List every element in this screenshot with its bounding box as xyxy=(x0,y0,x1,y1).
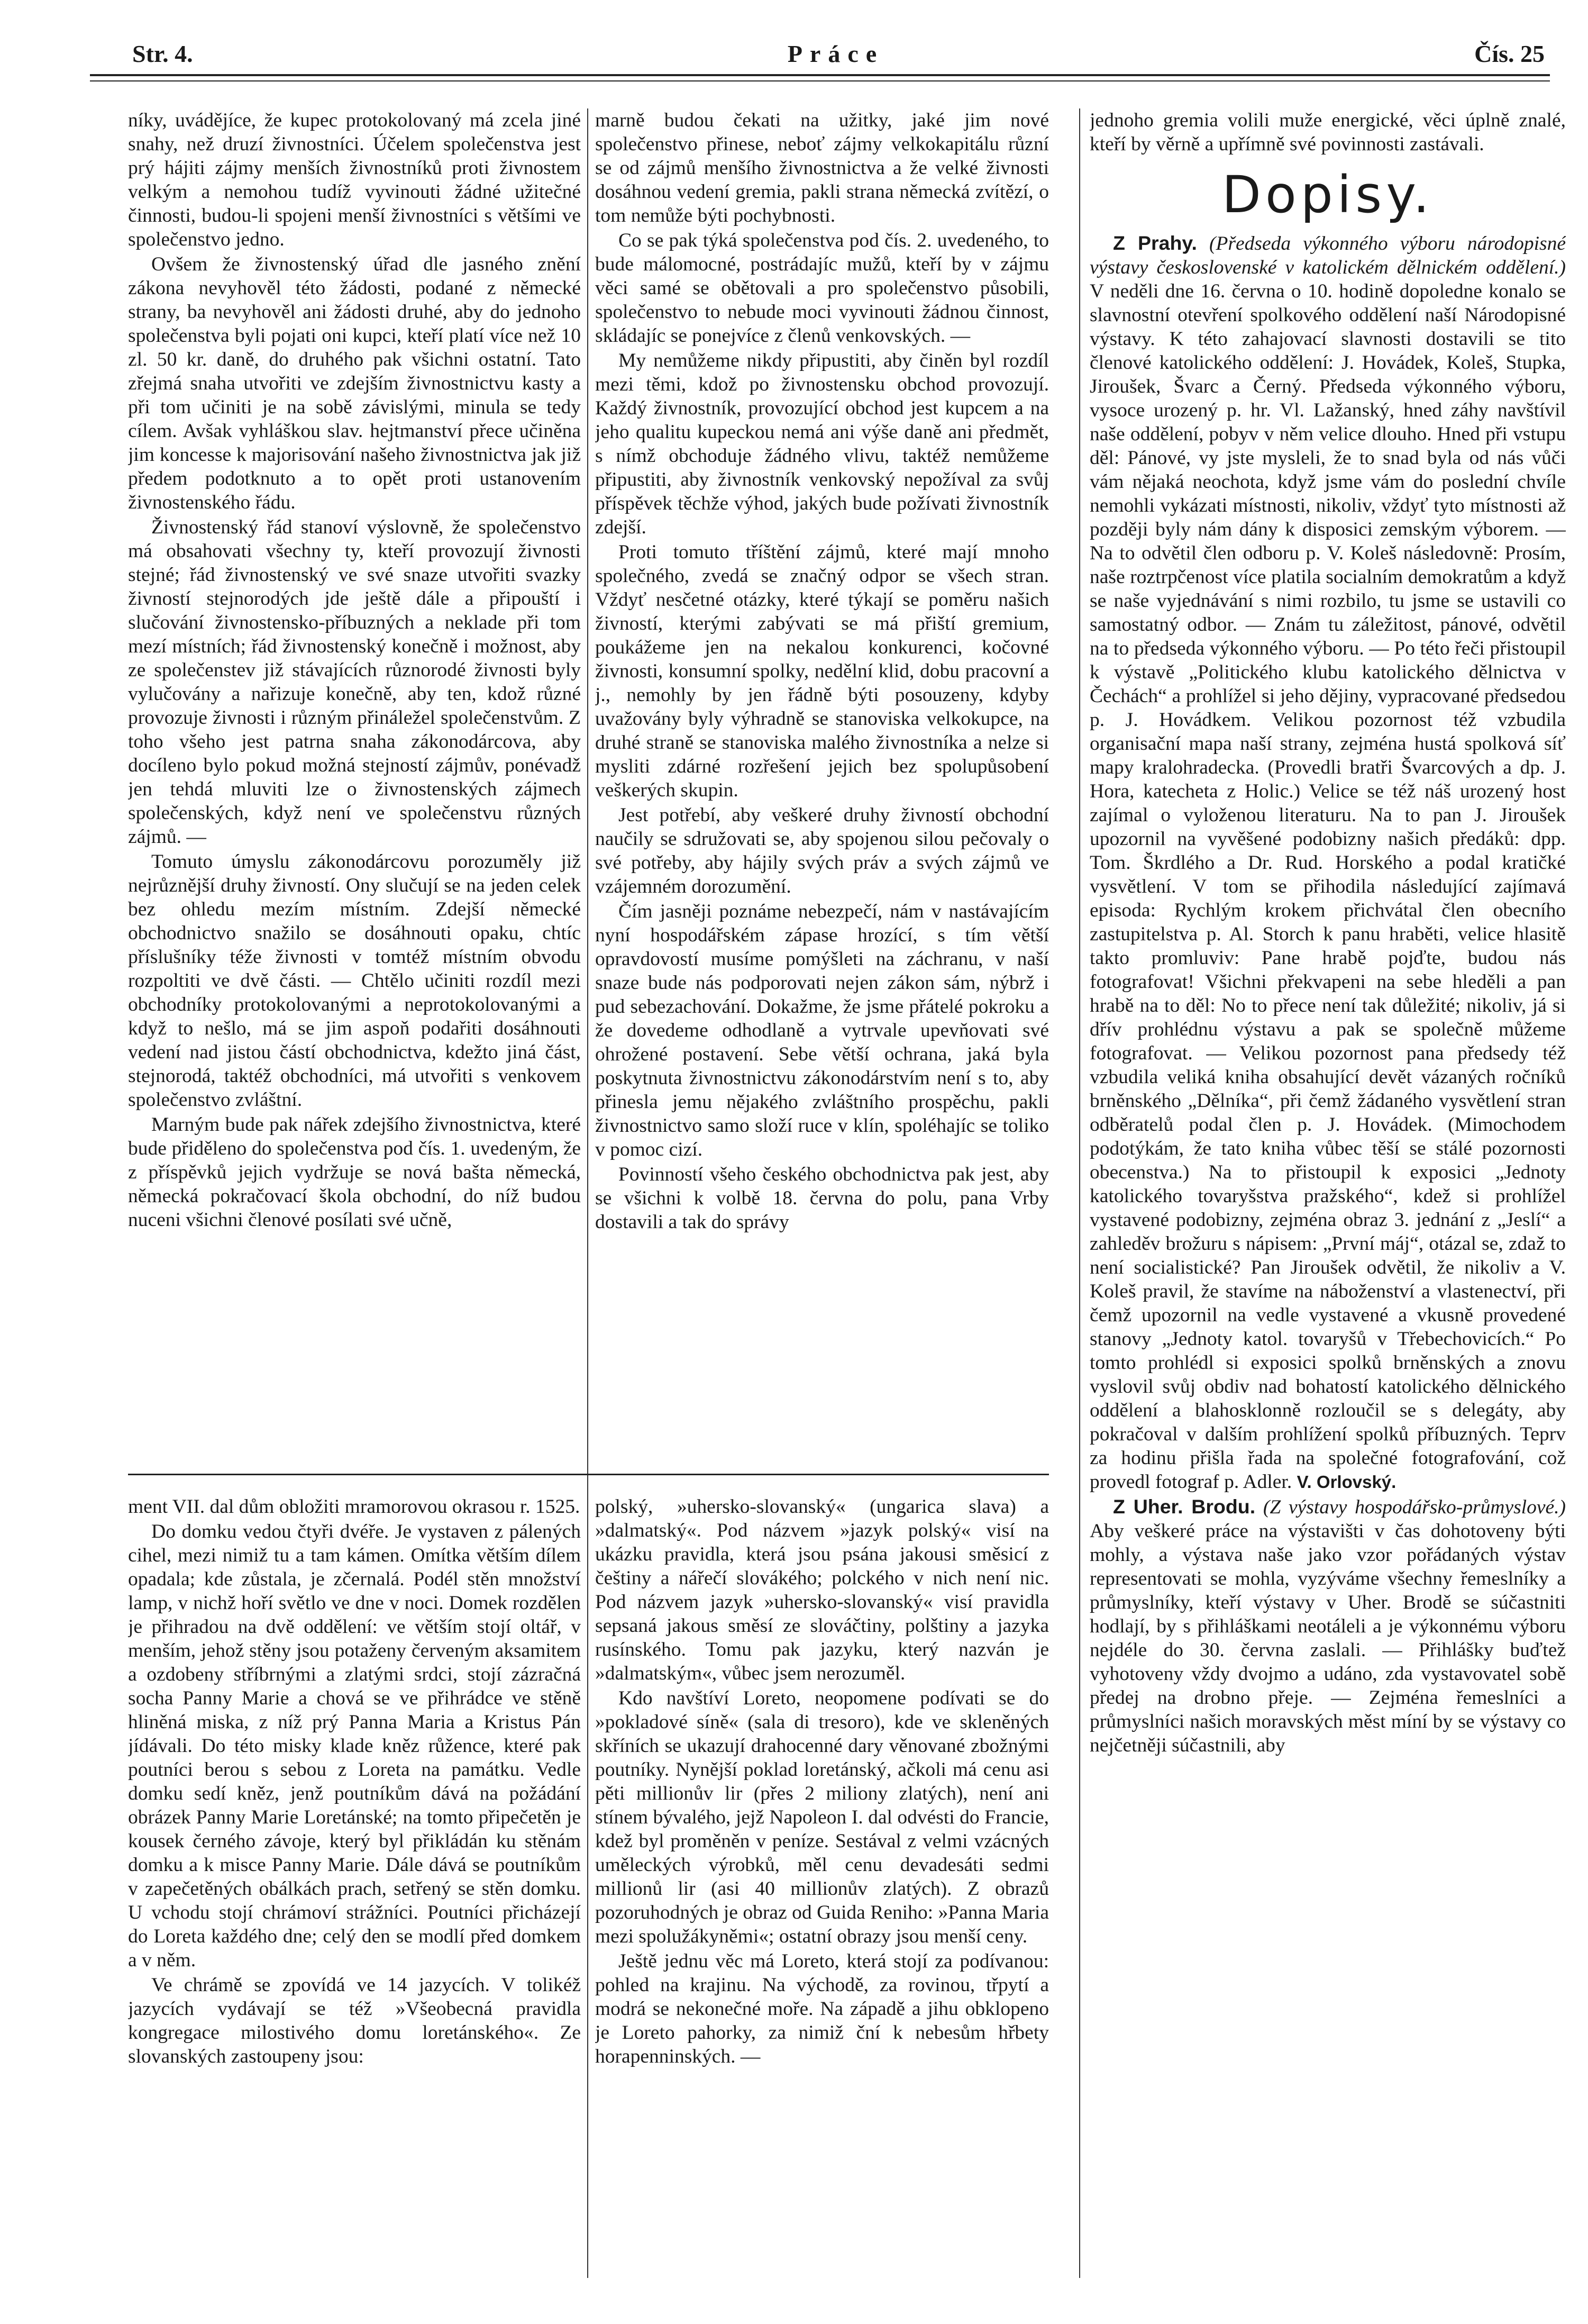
paragraph: Do domku vedou čtyři dvéře. Je vystaven z pálených cihel, mezi nimiž tu a tam kámen. Omítka větším dílem opadala; kde zůstala, je zčernalá. Podél stěn množství lamp, v nichž hoří světlo ve dne v noci. Domek rozdělen je přihradou na dvě oddělení: ve větším stojí oltář, v menším, jehož stěny jsou potaženy červeným aksamitem a ozdobeny stříbrnými a zlatými srdci, stojí zázračná socha Panny Marie a chová se ve přihrádce ve stěně hliněná miska, z níž prý Panna Maria a Kristus Pán jídávali. Do této misky klade kněz růžence, které pak poutníci berou s sebou z Loreta na památku. Vedle domku sedí kněz, jenž poutníkům dává na požádání obrázek Panny Marie Loretánské; na tomto připečetěn je kousek černého závoje, který byl přikládán ku stěnám domku a k misce Panny Marie. Dále dává se poutníkům v zapečetěných obálkách prach, setřený se stěn domku. U vchodu stojí chrámoví strážníci. Poutníci přicházejí do Loreta každého dne; celý den se modlí před domkem a v něm. xyxy=(128,1521,581,1971)
paragraph: Proti tomuto tříštění zájmů, které mají mnoho společného, zvedá se značný odpor se všech stran. Vždyť nesčetné otázky, které týkají se poměru našich živností, kterými zabývati se má přiští gremium, poukážeme jen na nekalou konkurenci, kočovné živnosti, konsumní spolky, nedělní klid, dobu pracovní a j., nemohly by jen řádně býti posouzeny, kdyby uvažovány byly výhradně se stanoviska velkokupce, na druhé straně se stanoviska malého živnostníka a nelze si mysliti zdárné rozřešení jejich bez spolupůsobení veškerých skupin. xyxy=(595,541,1049,801)
feuilleton-column-1 xyxy=(128,1495,581,2278)
paragraph: Co se pak týká společenstva pod čís. 2. uvedeného, to bude málomocné, postrádajíc mužů, kteří by v zájmu věci samé se obětovali a pro společenstvo působili, společenstvo to nebude moci vyvinouti žádnou činnost, skládajíc se ponejvíce z členů venkovských. — xyxy=(595,230,1049,347)
paragraph: Marným bude pak nářek zdejšího živnostnictva, které bude přiděleno do společenstva pod čís. 1. uvedeným, že z příspěvků jejich vydržuje se nová bašta německá, německá pokračovací škola obchodní, do níž budou nuceni všichni členové posílati své učně, xyxy=(128,1114,581,1231)
issue-number: Čís. 25 xyxy=(1474,40,1545,67)
letter-text: Aby veškeré práce na výstavišti v čas dohotoveny býti mohly, a výstava naše jako vzor pořádaných výstav representovati se mohla, vyzýváme všechny řemeslníky a průmyslníky, kteří výstavy v Uher. Brodě se súčastniti hodlají, by s přihláškami neotáleli a je výkonnému výboru nejdéle do 30. června zaslali. — Přihlášky buďtež vyhotoveny vždy dvojmo a udáno, zda vystavovatel sobě předej na drobno přeje. — Zejména řemeslníci a průmyslníci našich moravských měst míní by se výstavy co nejčetněji súčastnili, aby xyxy=(1090,1520,1566,1756)
header-rule-thin xyxy=(90,80,1550,81)
article-column-2 xyxy=(595,108,1049,1460)
paragraph: Povinností všeho českého obchodnictva pak jest, aby se všichni k volbě 18. června do polu, pana Vrby dostavili a tak do správy xyxy=(595,1164,1049,1233)
paragraph: níky, uvádějíce, že kupec protokolovaný má zcela jiné snahy, než druzí živnostníci. Účelem společenstva jest prý hájiti zájmy menších živnostníků proti živnostem velkým a nemohou tudíž vyvinouti žádné užitečné činnosti, budou-li spojeni menší živnostníci s většími ve společenstvo jedno. xyxy=(128,110,581,250)
letter-brod xyxy=(1090,1495,1566,1757)
letter-text: V neděli dne 16. června o 10. hodině dopoledne konalo se slavnostní otevření spolkového oddělení naší Národopisné výstavy. K této zahajovací slavnosti dostavili se tito členové katolického oddělení: J. Hovádek, Koleš, Stupka, Jiroušek, Švarc a Černý. Předseda výkonného výboru, vysoce urozený p. hr. Vl. Lažanský, hned záhy navštívil naše oddělení, pobyv v něm velice dlouho. Hned při vstupu děl: Pánové, vy jste mysleli, že to snad byla od nás vůči vám nějaká neochota, když jsme vám do poslední chvíle nemohli vykázati místnosti, nikoliv, vždyť tyto místnosti až později byly nám dány k disposici zemským výborem. — Na to odvětil člen odboru p. V. Koleš následovně: Prosím, naše roztrpčenost více platila socialním demokratům a když se naše vyjednávání s nimi rozbilo, tu jsme se ustavili co samostatný odbor. — Znám tu záležitost, pánové, odvětil na to předseda výkonného výboru. — Po této řeči přistoupil k výstavě „Politického klubu katolického dělnictva v Čechách“ a prohlížel si jeho dějiny, vypracované předsedou p. J. Hovádkem. Velikou pozornost též vzbudila organisační mapa naší strany, zejména hustá spolková síť mapy kralohradecka. (Provedli bratři Švarcových a dp. J. Hora, katecheta z Holic.) Velice se též náš urozený host zajímal o vyloženou literaturu. Na to pan J. Jiroušek upozornil na vyvěšené podobizny našich předáků: dpp. Tom. Škrdlého a Dr. Rud. Horského a podal kratičké vysvětlení. V tom se přihodila následující zajímavá episoda: Rychlým krokem přichvátal člen obecního zastupitelstva p. Al. Storch k panu hraběti, velice hlasitě takto promluviv: Pane hrabě pojďte, budou nás fotografovat! Všichni překvapeni na sebe hleděli a pan hrabě na to děl: No to přece není tak důležité; nikoliv, já si dřív prohlédnu výstavu a pak se společně můžeme fotografovat. — Velikou pozornost pana předsedy též vzbudila veliká kniha obsahující devět vázaných ročníků brněnského „Dělníka“, při čemž žádaného vysvětlení stran odběratelů podal člen p. J. Hovádek. (Mimochodem podotýkám, že tato kniha vůbec těší se stálé pozornosti obecenstva.) Na to přistoupil k exposici „Jednoty katolického tovaryšstva pražského“, kdež si prohlížel vystavené podobizny, zejména obraz 3. jednání z „Jeslí“ a zahleděv brožuru s nápisem: „První máj“, otázal se, zdaž to není socialistické? Pan Jiroušek odvětil, že nikoliv a V. Koleš pravil, že stavíme na náboženství a vlastenectví, při čemž upozornil na vedle vystavené a vkusně provedené stanovy „Jednoty katol. tovaryšů v Třebechovicích.“ Po tomto prohlédl si exposici spolků brněnských a znovu vyslovil svůj obdiv nad bohatostí katolického dělnického oddělení a blahosklonně rozloučil se s delegáty, aby pokračoval v dalším prohlížení spolků příbuzných. Teprv za hodinu přišla řada na společné fotografování, což provedl fotograf p. Adler. xyxy=(1090,280,1566,1493)
letter-praha xyxy=(1090,231,1566,1494)
letter-subtitle: (Předseda výkonného výboru národopisné výstavy československé v katolickém dělnickém oddělení.) xyxy=(1090,233,1566,278)
paragraph: Ještě jednu věc má Loreto, která stojí za podívanou: pohled na krajinu. Na východě, za rovinou, třpytí a modrá se nekonečné moře. Na západě a jihu obklopeno je Loreto pahorky, za nimiž ční k nebesům hřbety horapenninských. — xyxy=(595,1950,1049,2067)
paragraph: Kdo navštíví Loreto, neopomene podívati se do »pokladové síně« (sala di tresoro), kde ve skleněných skříních se ukazují drahocenné dary věnované zbožnými poutníky. Nynější poklad loretánský, ačkoli má cenu asi pěti millionův lir (přes 2 miliony zlatých), není ani stínem bývalého, jejž Napoleon I. dal odvésti do Francie, kdež byl proměněn v peníze. Sestával z velmi vzácných uměleckých výrobků, měl cenu devadesáti sedmi millionů lir (asi 40 millionův zlatých). Z obrazů pozoruhodných je obraz od Guida Reniho: »Panna Maria mezi spolužákyněmi«; ostatní obrazy jsou menší ceny. xyxy=(595,1687,1049,1947)
letters-column xyxy=(1090,108,1566,2278)
paragraph: Čím jasněji poznáme nebezpečí, nám v nastávajícím nyní hospodářském zápase hrozící, s tím větší opravdovostí musíme pomýšleti na záchranu, v naší snaze bude nás podporovati nejen zákon sám, nýbrž i pud sebezachování. Dokažme, že jsme přátelé pokroku a že dovedeme odhodlaně a vytrvale upevňovati své ohrožené postavení. Sebe větší ochrana, jaká byla poskytnuta živnostnictvu zákonodárstvím není s to, aby přinesla jemu nějakého zvláštního prospěchu, pakli živnostnictvo samo složí ruce v klín, spoléhajíc se toliko v pomoc cizí. xyxy=(595,901,1049,1160)
letter-subtitle: (Z výstavy hospodářsko-průmyslové.) xyxy=(1263,1496,1566,1518)
paragraph: Tomuto úmyslu zákonodárcovu porozuměly již nejrůznější druhy živností. Ony slučují se na jeden celek bez ohledu mezím místním. Zdejší německé obchodnictvo snažilo se dosáhnouti opaku, chtíc příslušníky téže živnosti v tomtéž místním obvodu rozpoltiti ve dvě části. — Chtělo učiniti rozdíl mezi obchodníky protokolovanými a neprotokolovanými a když to nešlo, má se jim aspoň podařiti dosáhnouti vedení nad jistou částí obchodnictva, kdežto jiná část, stejnorodá, taktéž obchodníci, má utvořiti s venkovem společenstvo zvláštní. xyxy=(128,851,581,1111)
paragraph: ment VII. dal dům obložiti mramorovou okrasou r. 1525. xyxy=(128,1496,580,1518)
paragraph: Živnostenský řád stanoví výslovně, že společenstvo má obsahovati všechny ty, kteří provozují živnosti stejné; řád živnostenský ve své snaze utvořiti svazky živností stejnorodých jde ještě dále a připouští i slučování živnostensko-příbuzných a neklade při tom mezí místních; řád živnostenský konečně i možnost, aby ze společenstev již stávajících různorodé živnosti byly vylučovány a nařizuje konečně, aby ten, kdož různé provozuje živnosti i různým přináležel společenstvům. Z toho všeho jest patrna snaha zákonodárcova, aby docíleno bylo pokud možná stejností zájmův, ponévadž jen tehdá mluviti lze o živnostenských zájmech společenských, když není ve společenstvu různých zájmů. — xyxy=(128,516,581,848)
section-divider xyxy=(128,1474,1049,1475)
section-title: Dopisy. xyxy=(1222,165,1434,224)
paragraph: polský, »uhersko-slovanský« (ungarica slava) a »dalmatský«. Pod názvem »jazyk polský« visí na ukázku pravidla, která jsou psána jakousi směsicí z češtiny a nářečí slovákého; polckého v nich není nic. Pod názvem jazyk »uhersko-slovanský« visí pravidla sepsaná jakous směsí ze slováčtiny, polštiny a jazyka rusínského. Tomu pak jazyku, který nazván je »dalmatským«, vůbec jsem nerozuměl. xyxy=(595,1496,1049,1684)
page-number: Str. 4. xyxy=(132,40,193,67)
paragraph: Ve chrámě se zpovídá ve 14 jazycích. V tolikéž jazycích vydávají se též »Všeobecná pravidla kongregace milostivého domu loretánského«. Ze slovanských zastoupeny jsou: xyxy=(128,1974,581,2067)
signature: V. Orlovský. xyxy=(1297,1472,1397,1492)
feuilleton-column-2 xyxy=(595,1495,1049,2278)
newspaper-title: Práce xyxy=(787,40,884,67)
paragraph: My nemůžeme nikdy připustiti, aby činěn byl rozdíl mezi těmi, kdož po živnostensku obchod provozují. Každý živnostník, provozující obchod jest kupcem a na jeho qualitu kupeckou nemá ani výše daně ani předmět, s nímž obchoduje žádného vlivu, taktéž nemůžeme připustiti, aby živnostník venkovský nepožíval za svůj příspěvek těchže výhod, jakých bude požívati živnostník zdejší. xyxy=(595,350,1049,538)
column-divider xyxy=(1079,108,1080,2278)
paragraph: jednoho gremia volili muže energické, věci úplně znalé, kteří by věrně a upřímně své povinnosti zastávali. xyxy=(1090,110,1566,155)
column-divider xyxy=(587,108,588,2278)
paragraph: Jest potřebí, aby veškeré druhy živností obchodní naučily se sdružovati se, aby spojenou silou pečovaly o své potřeby, aby hájily svých práv a svých zájmů ve vzájemném dorozumění. xyxy=(595,804,1049,897)
page-header xyxy=(132,40,1545,77)
place-name: Z Prahy. xyxy=(1113,232,1197,254)
paragraph: Ovšem že živnostenský úřad dle jasného znění zákona nevyhověl této žádosti, podané z německé strany, ba nevyhověl ani žádosti druhé, aby do jednoho společenstva byli pojati oni kupci, kteří platí více než 10 zl. 50 kr. daně, do druhého pak všichni ostatní. Tato zřejmá snaha utvořiti ve zdejším živnostnictvu kasty a při tom učiniti je na sobě závislými, minula se tedy cílem. Avšak vyhláškou slav. hejtmanství přece učiněna jim koncesse k majorisování našeho živnostnictva jak již předem podotknuto a to opět proti ustanovením živnostenského řádu. xyxy=(128,253,581,513)
place-name: Z Uher. Brodu. xyxy=(1113,1495,1256,1518)
article-column-1 xyxy=(128,108,581,1460)
paragraph: marně budou čekati na užitky, jaké jim nové společenstvo přinese, neboť zájmy velkokapitálu různí se od zájmů menšího živnostnictva a že velké živnosti dosáhnou vedení gremia, pakli strana německá zvítězí, o tom nemůže býti pochybnosti. xyxy=(595,110,1049,226)
header-rule xyxy=(90,74,1550,76)
